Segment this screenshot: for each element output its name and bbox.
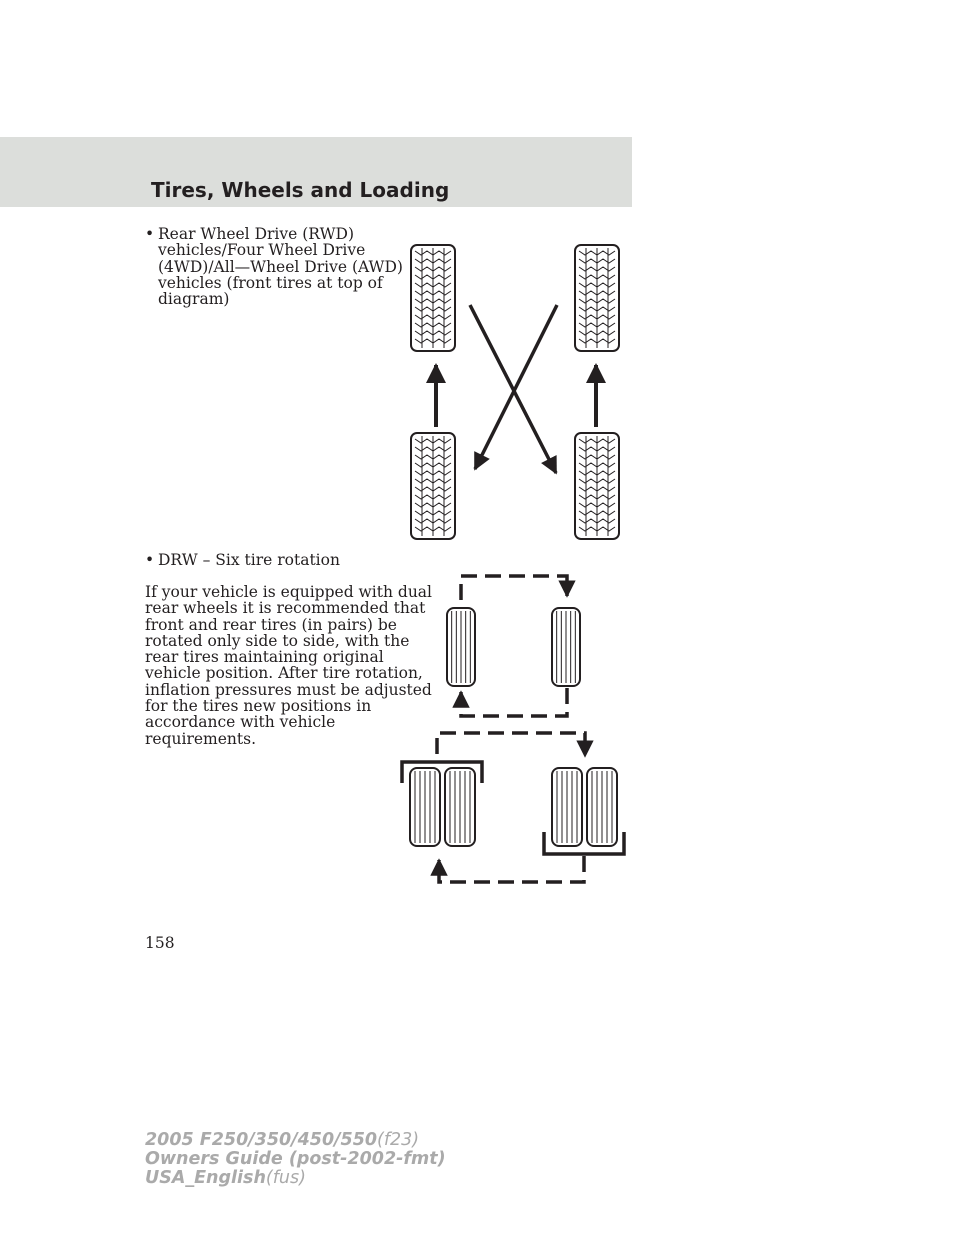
tire-rear-left-inner-icon xyxy=(445,768,475,846)
footer-language: USA_English xyxy=(145,1168,266,1188)
paragraph-line: rotated only side to side, with the xyxy=(145,631,410,650)
tire-front-right-icon xyxy=(575,245,619,351)
page-number: 158 xyxy=(145,934,175,952)
tire-rear-left-icon xyxy=(411,433,455,539)
paragraph-line: for the tires new positions in xyxy=(145,697,372,716)
footer-model-code: (f23) xyxy=(377,1130,420,1150)
tire-front-left-icon xyxy=(411,245,455,351)
paragraph-line: requirements. xyxy=(145,729,256,748)
footer-line-3 xyxy=(145,1169,446,1188)
footer-line-2 xyxy=(145,1150,446,1169)
tire-rear-right-icon xyxy=(575,433,619,539)
footer-info xyxy=(145,1131,446,1188)
paragraph-line: inflation pressures must be adjusted xyxy=(145,680,432,699)
footer-line-1 xyxy=(145,1131,446,1150)
bullet-rwd-line: (4WD)/All—Wheel Drive (AWD) xyxy=(158,257,403,276)
bullet-drw xyxy=(145,551,383,569)
bullet-rwd-line: diagram) xyxy=(158,290,230,309)
tire-front-right-icon xyxy=(552,608,580,686)
arrow-cross-to-rear-left xyxy=(475,305,557,469)
footer-model: 2005 F250/350/450/550 xyxy=(145,1130,378,1150)
bullet-marker: • xyxy=(145,225,155,243)
paragraph-line: rear tires maintaining original xyxy=(145,648,384,667)
footer-guide: Owners Guide (post-2002-fmt) xyxy=(145,1149,446,1169)
bullet-marker: • xyxy=(145,551,155,569)
dashed-path-front-top xyxy=(461,576,567,600)
page-title: Tires, Wheels and Loading xyxy=(151,178,450,202)
paragraph-line: accordance with vehicle xyxy=(145,713,336,732)
dashed-path-rear-top xyxy=(437,733,585,756)
paragraph-line: front and rear tires (in pairs) be xyxy=(145,615,397,634)
dashed-path-rear-bottom xyxy=(439,856,584,882)
tire-front-left-icon xyxy=(447,608,475,686)
paragraph-line: If your vehicle is equipped with dual xyxy=(145,583,433,601)
rwd-rotation-diagram xyxy=(395,235,640,545)
bullet-drw-text: DRW – Six tire rotation xyxy=(158,551,340,569)
paragraph-line: vehicle position. After tire rotation, xyxy=(145,664,423,683)
tire-rear-left-outer-icon xyxy=(410,768,440,846)
bullet-rwd-line: vehicles (front tires at top of xyxy=(158,273,383,292)
tire-rear-right-outer-icon xyxy=(587,768,617,846)
footer-language-code: (fus) xyxy=(265,1168,306,1188)
drw-rotation-diagram xyxy=(395,570,635,890)
dashed-path-front-bottom xyxy=(461,688,567,716)
paragraph-line: rear wheels it is recommended that xyxy=(145,599,426,618)
bullet-rwd-line: vehicles/Four Wheel Drive xyxy=(158,241,366,260)
bullet-rwd xyxy=(145,225,403,309)
tire-rear-right-inner-icon xyxy=(552,768,582,846)
drw-paragraph xyxy=(145,583,433,748)
bullet-rwd-line: Rear Wheel Drive (RWD) xyxy=(158,225,354,243)
